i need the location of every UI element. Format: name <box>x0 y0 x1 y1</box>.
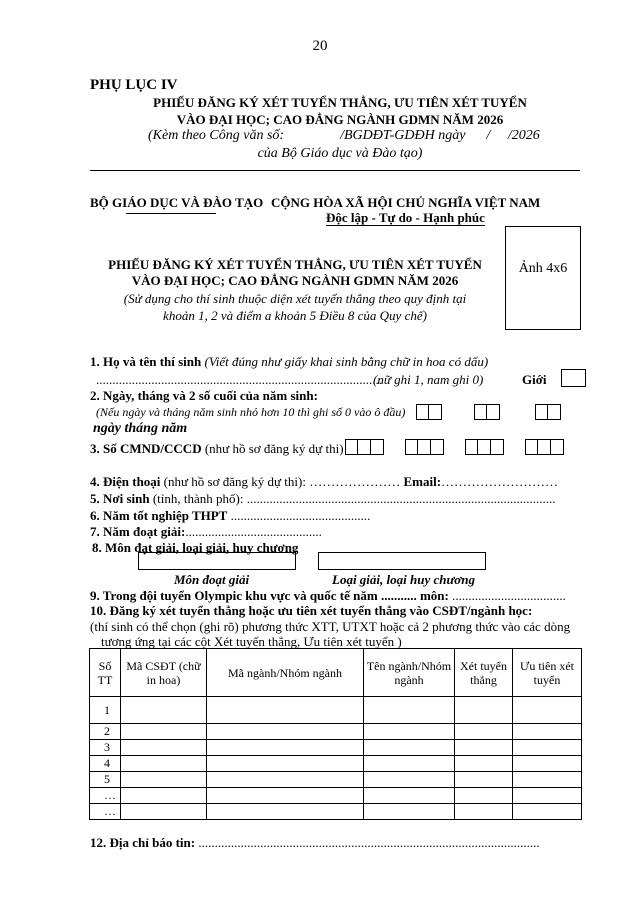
col-header-school-code: Mã CSĐT (chữ in hoa) <box>121 649 207 697</box>
field-12 <box>90 835 540 851</box>
major-name-cell[interactable] <box>364 724 455 740</box>
republic-name: CỘNG HÒA XÃ HỘI CHỦ NGHĨA VIỆT NAM <box>271 195 541 210</box>
field-10-note-1: (thí sinh có thể chọn (ghi rõ) phương thức XTT, UTXT hoặc cả 2 phương thức vào các dòng <box>90 619 571 634</box>
award-type-label: Loại giải, loại huy chương <box>332 572 475 587</box>
award-subject-label: Môn đoạt giải <box>174 572 250 587</box>
field-4 <box>90 474 558 490</box>
major-name-cell[interactable] <box>364 740 455 756</box>
major-code-cell[interactable] <box>207 788 364 804</box>
table-row <box>90 740 582 756</box>
field-3-label: 3. Số CMND/CCCD <box>90 441 202 456</box>
row-number: 3 <box>90 740 121 756</box>
table-header-row <box>90 649 582 697</box>
birth-year-input[interactable] <box>535 404 561 420</box>
school-code-cell[interactable] <box>121 788 207 804</box>
table-row <box>90 697 582 724</box>
major-name-cell[interactable] <box>364 804 455 820</box>
major-code-cell[interactable] <box>207 756 364 772</box>
form-title-1: PHIẾU ĐĂNG KÝ XÉT TUYỂN THẲNG, ƯU TIÊN XÉT TUYỂN <box>108 257 482 272</box>
field-3 <box>90 441 344 457</box>
field-1 <box>90 354 488 370</box>
major-name-cell[interactable] <box>364 772 455 788</box>
field-5 <box>90 491 555 507</box>
table-row <box>90 772 582 788</box>
row-number: 5 <box>90 772 121 788</box>
appendix-line-1: PHIẾU ĐĂNG KÝ XÉT TUYỂN THẲNG, ƯU TIÊN XÉT TUYỂN <box>153 95 527 110</box>
appendix-title: PHỤ LỤC IV <box>90 77 178 93</box>
form-note-2: khoản 1, 2 và điểm a khoản 5 Điều 8 của Quy chế) <box>163 308 427 323</box>
field-1-hint: (Viết đúng như giấy khai sinh bằng chữ in hoa có dấu) <box>204 354 489 369</box>
id-input-group-2[interactable] <box>405 439 444 455</box>
id-input-group-4[interactable] <box>525 439 564 455</box>
field-8-label: 8. Môn đạt giải, loại giải, huy chương <box>92 540 299 555</box>
row-number: 2 <box>90 724 121 740</box>
school-code-cell[interactable] <box>121 804 207 820</box>
priority-admission-cell[interactable] <box>513 740 582 756</box>
row-number: … <box>90 788 121 804</box>
form-title-2: VÀO ĐẠI HỌC; CAO ĐẲNG NGÀNH GDMN NĂM 2026 <box>131 273 459 288</box>
major-name-cell[interactable] <box>364 697 455 724</box>
table-row <box>90 724 582 740</box>
col-header-no: Số TT <box>90 649 121 697</box>
direct-admission-cell[interactable] <box>455 788 513 804</box>
field-9-label: 9. Trong đội tuyển Olympic khu vực và quốc tế năm ........... môn: <box>90 588 449 603</box>
divider <box>90 170 580 171</box>
school-code-cell[interactable] <box>121 740 207 756</box>
direct-admission-cell[interactable] <box>455 740 513 756</box>
field-4-label: 4. Điện thoại <box>90 474 161 489</box>
priority-admission-cell[interactable] <box>513 772 582 788</box>
olympic-subject-input[interactable]: ................................... <box>448 588 566 603</box>
field-5-label: 5. Nơi sinh <box>90 491 150 506</box>
major-code-cell[interactable] <box>207 740 364 756</box>
award-subject-input[interactable] <box>138 552 296 570</box>
direct-admission-cell[interactable] <box>455 772 513 788</box>
field-3-hint: (như hồ sơ đăng ký dự thi) <box>204 441 344 456</box>
ministry-name: BỘ GIÁO DỤC VÀ ĐÀO TẠO <box>90 195 264 210</box>
major-code-cell[interactable] <box>207 697 364 724</box>
birthplace-input[interactable]: (tỉnh, thành phố): ............................................................................................... <box>152 491 556 506</box>
phone-input[interactable]: (như hồ sơ đăng ký dự thi): ………………… <box>163 474 401 489</box>
field-2-sublabel: ngày tháng năm <box>93 421 188 436</box>
field-7-label: 7. Năm đoạt giải: <box>90 524 186 539</box>
photo-box[interactable] <box>505 226 581 330</box>
email-input[interactable]: ……………………… <box>441 474 559 489</box>
direct-admission-cell[interactable] <box>455 804 513 820</box>
row-number: 4 <box>90 756 121 772</box>
graduation-year-input[interactable]: ........................................... <box>230 508 371 523</box>
birth-month-input[interactable] <box>474 404 500 420</box>
row-number: … <box>90 804 121 820</box>
priority-admission-cell[interactable] <box>513 724 582 740</box>
id-input-group-3[interactable] <box>465 439 504 455</box>
field-10-label: 10. Đăng ký xét tuyển thẳng hoặc ưu tiên xét tuyển thẳng vào CSĐT/ngành học: <box>90 603 533 618</box>
field-6-label: 6. Năm tốt nghiệp THPT <box>90 508 228 523</box>
form-note-1: (Sử dụng cho thí sinh thuộc diện xét tuyển thẳng theo quy định tại <box>123 291 467 306</box>
page-number: 20 <box>312 38 328 54</box>
field-12-label: 12. Địa chỉ báo tin: <box>90 835 196 850</box>
col-header-priority-admission: Ưu tiên xét tuyển <box>513 649 582 697</box>
col-header-major-code: Mã ngành/Nhóm ngành <box>207 649 364 697</box>
appendix-line-2: VÀO ĐẠI HỌC; CAO ĐẲNG NGÀNH GDMN NĂM 2026 <box>176 112 504 127</box>
motto: Độc lập - Tự do - Hạnh phúc <box>326 210 485 225</box>
major-code-cell[interactable] <box>207 804 364 820</box>
registration-table <box>89 648 582 820</box>
priority-admission-cell[interactable] <box>513 697 582 724</box>
gender-label: Giới <box>522 372 547 387</box>
major-name-cell[interactable] <box>364 788 455 804</box>
gender-input[interactable] <box>561 369 586 387</box>
school-code-cell[interactable] <box>121 756 207 772</box>
col-header-major-name: Tên ngành/Nhóm ngành <box>364 649 455 697</box>
field-10-note-2: tương ứng tại các cột Xét tuyển thẳng, Ưu tiên xét tuyển ) <box>101 634 402 649</box>
field-6 <box>90 508 370 524</box>
table-row <box>90 804 582 820</box>
appendix-line-3: (Kèm theo Công văn số: /BGDĐT-GDĐH ngày / /2026 <box>148 128 540 143</box>
school-code-cell[interactable] <box>121 697 207 724</box>
field-1-label: 1. Họ và tên thí sinh <box>90 354 202 369</box>
award-year-input[interactable]: .......................................... <box>185 524 322 539</box>
major-code-cell[interactable] <box>207 724 364 740</box>
direct-admission-cell[interactable] <box>455 724 513 740</box>
field-2-label: 2. Ngày, tháng và 2 số cuối của năm sinh: <box>90 388 318 403</box>
table-row <box>90 788 582 804</box>
row-number: 1 <box>90 697 121 724</box>
major-code-cell[interactable] <box>207 772 364 788</box>
address-input[interactable]: ......................................................................................................... <box>195 835 540 850</box>
photo-label: Ảnh 4x6 <box>518 261 568 276</box>
appendix-line-4: của Bộ Giáo dục và Đào tạo) <box>257 146 423 161</box>
col-header-direct-admission: Xét tuyển thẳng <box>455 649 513 697</box>
priority-admission-cell[interactable] <box>513 788 582 804</box>
direct-admission-cell[interactable] <box>455 697 513 724</box>
email-label: Email: <box>403 474 442 489</box>
birth-day-input[interactable] <box>416 404 442 420</box>
full-name-input[interactable]: ........................................................................................ <box>96 372 382 387</box>
gender-hint: (nữ ghi 1, nam ghi 0) <box>373 372 484 387</box>
school-code-cell[interactable] <box>121 724 207 740</box>
field-7 <box>90 524 322 540</box>
award-type-input[interactable] <box>318 552 486 570</box>
id-input-group-1[interactable] <box>345 439 384 455</box>
major-name-cell[interactable] <box>364 756 455 772</box>
priority-admission-cell[interactable] <box>513 756 582 772</box>
direct-admission-cell[interactable] <box>455 756 513 772</box>
field-9 <box>90 588 566 604</box>
school-code-cell[interactable] <box>121 772 207 788</box>
table-row <box>90 756 582 772</box>
ministry-underline <box>126 213 216 214</box>
priority-admission-cell[interactable] <box>513 804 582 820</box>
field-2-hint: (Nếu ngày và tháng năm sinh nhỏ hơn 10 thì ghi số 0 vào ô đầu) <box>96 405 406 419</box>
